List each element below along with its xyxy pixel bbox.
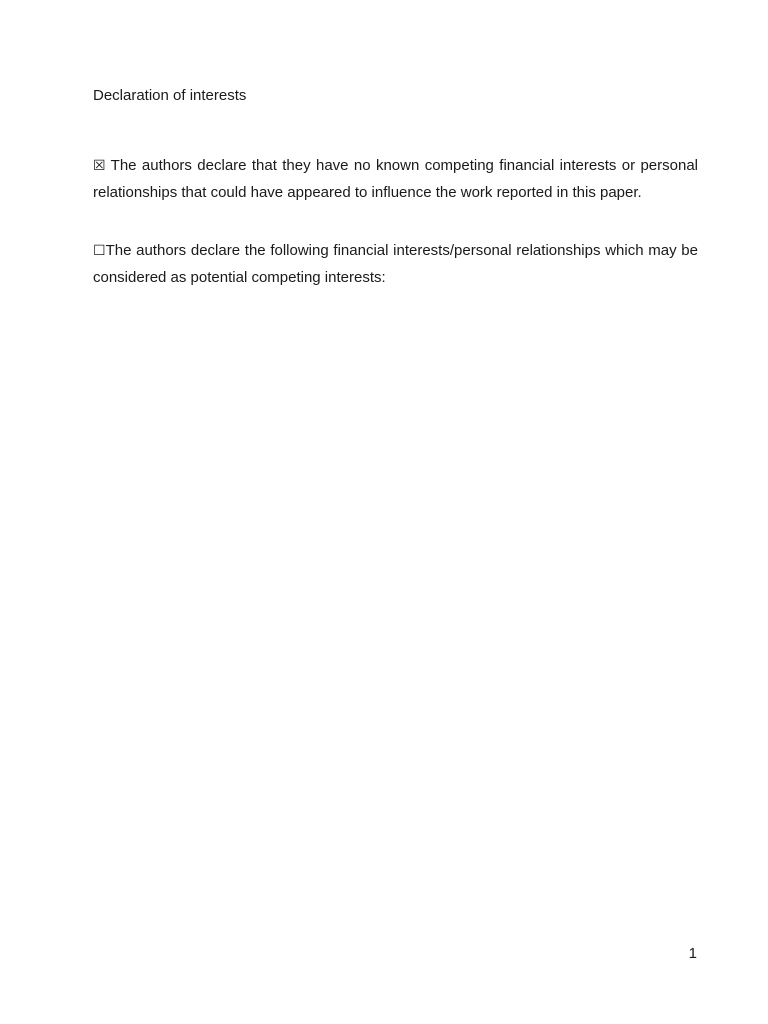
checked-checkbox-icon: ☒ bbox=[93, 158, 106, 174]
competing-interests-statement bbox=[93, 238, 698, 290]
statement-text: The authors declare the following financial interests/personal relationships which may be considered as potential competing interests: bbox=[93, 242, 698, 286]
statement-text: The authors declare that they have no known competing financial interests or personal relationships that could have appeared to influence the work reported in this paper. bbox=[93, 157, 698, 201]
page-title: Declaration of interests bbox=[93, 87, 247, 104]
no-competing-interests-statement bbox=[93, 153, 698, 205]
page-number: 1 bbox=[688, 945, 697, 962]
unchecked-checkbox-icon: ☐ bbox=[93, 243, 106, 259]
